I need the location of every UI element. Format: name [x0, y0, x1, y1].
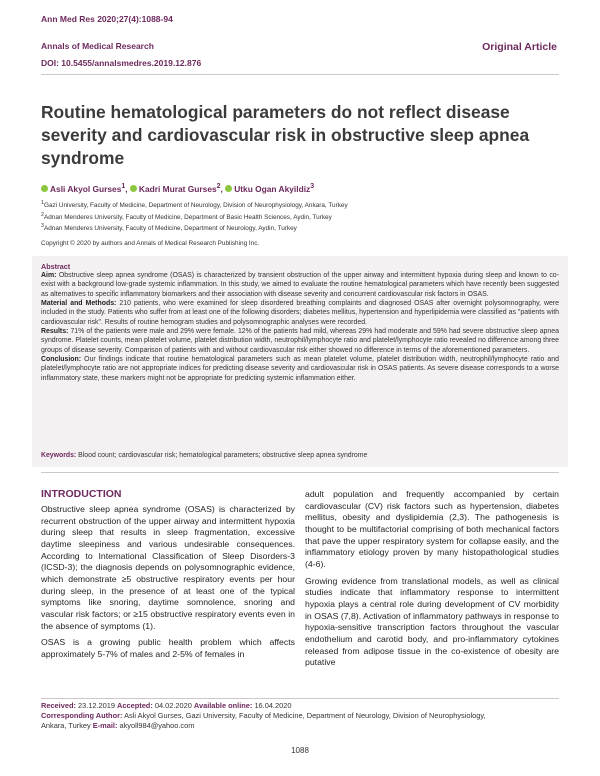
author-list: Asli Akyol Gurses$^1$, Kadri Murat Gurses$^2$, Utku Ogan Akyildiz$^3$	[41, 183, 314, 194]
accepted-date: 04.02.2020	[154, 701, 192, 710]
paragraph: Growing evidence from translational models, as well as clinical studies indicate that inflammatory response to intermittent hypoxia plays a central role during development of CV morbidity in OSAS (7,8). Activation of inflammatory pathways in response to hypoxia-sensitive transcription factors throughout the vascular endothelium and carotid body, and pro-inflammatory cytokines released from adipose tissue in the co-existence of obesity are putative	[305, 575, 559, 668]
accepted-label: Accepted:	[117, 701, 153, 710]
corresponding-author-line2	[41, 721, 194, 730]
affiliation-text: Adnan Menderes University, Faculty of Medicine, Department of Basic Health Sciences, Aydin, Turkey	[43, 214, 332, 222]
author-sup: 2	[216, 183, 221, 190]
copyright-notice: Copyright © 2020 by authors and Annals of Medical Research Publishing Inc.	[41, 240, 260, 247]
received-label: Received:	[41, 701, 76, 710]
results-text: 71% of the patients were male and 29% were female. 12% of the patients had mild, whereas 29% had moderate and 59% had severe obstructive sleep apnea syndrome. Platelet counts, mean platelet volume, platelet distribution width, neutrophil/lymphocyte ratio and platelet/lymphocyte ratio revealed no difference among three groups of disease severity. Comparison of patients with and without cardiovascular risk either showed no difference in terms of the aforementioned parameters.	[41, 328, 559, 354]
keywords-label: Keywords:	[41, 452, 77, 459]
conclusion-text: Our findings indicate that routine hematological parameters such as mean platelet volume, platelet distribution width, neutrophil/lymphocyte ratio and platelet/lymphocyte ratio are not appropriate indices for predicting disease severity and cardiovascular risk in OSAS patients. As severe disease corresponds to a worse inflammatory state, these markers might not be appropriate for predicting systemic inflammation either.	[41, 356, 559, 382]
paragraph: Obstructive sleep apnea syndrome (OSAS) is characterized by recurrent obstruction of the upper airway and intermittent hypoxia during sleep that results in sleep fragmentation, excessive daytime sleepiness and various undesirable consequences. According to International Classification of Sleep Disorders-3 (ICSD-3); the diagnosis depends on polysomnographic evidence, which demonstrate ≥5 obstructive respiratory events per hour during sleep, in the presence of at least one of the typical symptoms like snoring, daytime somnolence, snoring and vascular risk factors; or ≥15 obstructive respiratory events even in the absence of symptoms (1).	[41, 504, 295, 631]
email-link[interactable]: akyoll984@yahoo.com	[119, 721, 195, 730]
author-name[interactable]: Kadri Murat Gurses	[138, 183, 217, 194]
intro-right-column	[305, 489, 559, 669]
affiliation-sup: 2	[41, 212, 44, 218]
online-date: 16.04.2020	[254, 701, 292, 710]
affiliation-text: Adnan Menderes University, Faculty of Medicine, Department of Neurology, Aydin, Turkey	[43, 225, 297, 233]
affiliation-1	[41, 200, 348, 209]
author-sup: 1	[121, 183, 126, 190]
affiliation-sup: 1	[41, 200, 44, 206]
orcid-icon[interactable]	[130, 185, 137, 192]
page-number: 1088	[291, 746, 309, 755]
orcid-icon[interactable]	[41, 185, 48, 192]
keywords	[41, 452, 367, 459]
affiliation-2	[41, 212, 332, 221]
affiliation-3	[41, 223, 297, 232]
author-name[interactable]: Utku Ogan Akyildiz	[234, 183, 311, 194]
corresponding-location: Ankara, Turkey	[41, 721, 91, 730]
orcid-icon[interactable]	[225, 185, 232, 192]
paragraph: adult population and frequently accompanied by certain cardiovascular (CV) risk factors such as hypertension, diabetes mellitus, obesity and dyslipidemia (2,3). The pathogenesis is thought to be multifactorial comprising of both mechanical factors that pave the upper respiratory system for collapse easily, and the inflammatory etiology proven by many histopathological studies (4-6).	[305, 489, 559, 569]
intro-left-column	[41, 504, 295, 661]
affiliation-sup: 3	[41, 223, 44, 229]
article-type: Original Article	[482, 41, 557, 53]
affiliation-text: Gazi University, Faculty of Medicine, Department of Neurology, Division of Neurophysiology, Ankara, Turkey	[43, 202, 348, 210]
keywords-divider	[41, 472, 559, 473]
journal-citation: Ann Med Res 2020;27(4):1088-94	[41, 14, 173, 24]
article-title: Routine hematological parameters do not reflect disease severity and cardiovascular risk in obstructive sleep apnea syndrome	[41, 102, 530, 168]
corresponding-author	[41, 711, 486, 720]
author-name[interactable]: Asli Akyol Gurses	[50, 183, 122, 194]
online-label: Available online:	[193, 701, 253, 710]
dates-line	[41, 701, 291, 710]
methods-label: Material and Methods:	[41, 300, 117, 308]
conclusion-label: Conclusion:	[41, 356, 82, 364]
abstract-body	[41, 271, 559, 383]
results-label: Results:	[41, 328, 69, 336]
email-label: E-mail:	[92, 721, 118, 730]
methods-text: 210 patients, who were examined for sleep disordered breathing complaints and diagnosed OSAS after overnight polysomnography, were included in the study. Patients who suffer from at least one of the following disorders; diabetes mellitus, hypertension and hyperlipidemia were classified as "patients with cardiovascular risk". Results of routine hemogram studies and polysomnographic analyses were recorded.	[41, 300, 559, 326]
corresponding-label: Corresponding Author:	[41, 711, 123, 720]
aim-label: Aim:	[41, 272, 57, 279]
keywords-text: Blood count; cardiovascular risk; hematological parameters; obstructive sleep apnea syndrome	[78, 452, 368, 459]
author-sup: 3	[310, 183, 315, 190]
corresponding-text: Asli Akyol Gurses, Gazi University, Faculty of Medicine, Department of Neurology, Division of Neurophysiology,	[124, 711, 486, 720]
section-heading-introduction: INTRODUCTION	[41, 488, 122, 500]
journal-name: Annals of Medical Research	[41, 41, 154, 51]
received-date: 23.12.2019	[77, 701, 115, 710]
abstract-heading: Abstract	[41, 262, 71, 271]
aim-text: Obstructive sleep apnea syndrome (OSAS) is characterized by transient obstruction of the upper airway and intermittent hypoxia during sleep and known to co-exist with a background low-grade systemic inflammation. In this study, we aimed to evaluate the routine hematological parameters which have recently been suggested as alternatives to specific inflammatory biomarkers and their association with disease severity and concurrent cardiovascular risk factors in OSAS.	[41, 272, 559, 298]
header-divider	[41, 74, 559, 75]
footer-divider	[41, 698, 559, 699]
doi-link[interactable]: DOI: 10.5455/annalsmedres.2019.12.876	[41, 58, 202, 68]
paragraph: OSAS is a growing public health problem which affects approximately 5-7% of males and 2-5% of females in	[41, 637, 295, 659]
